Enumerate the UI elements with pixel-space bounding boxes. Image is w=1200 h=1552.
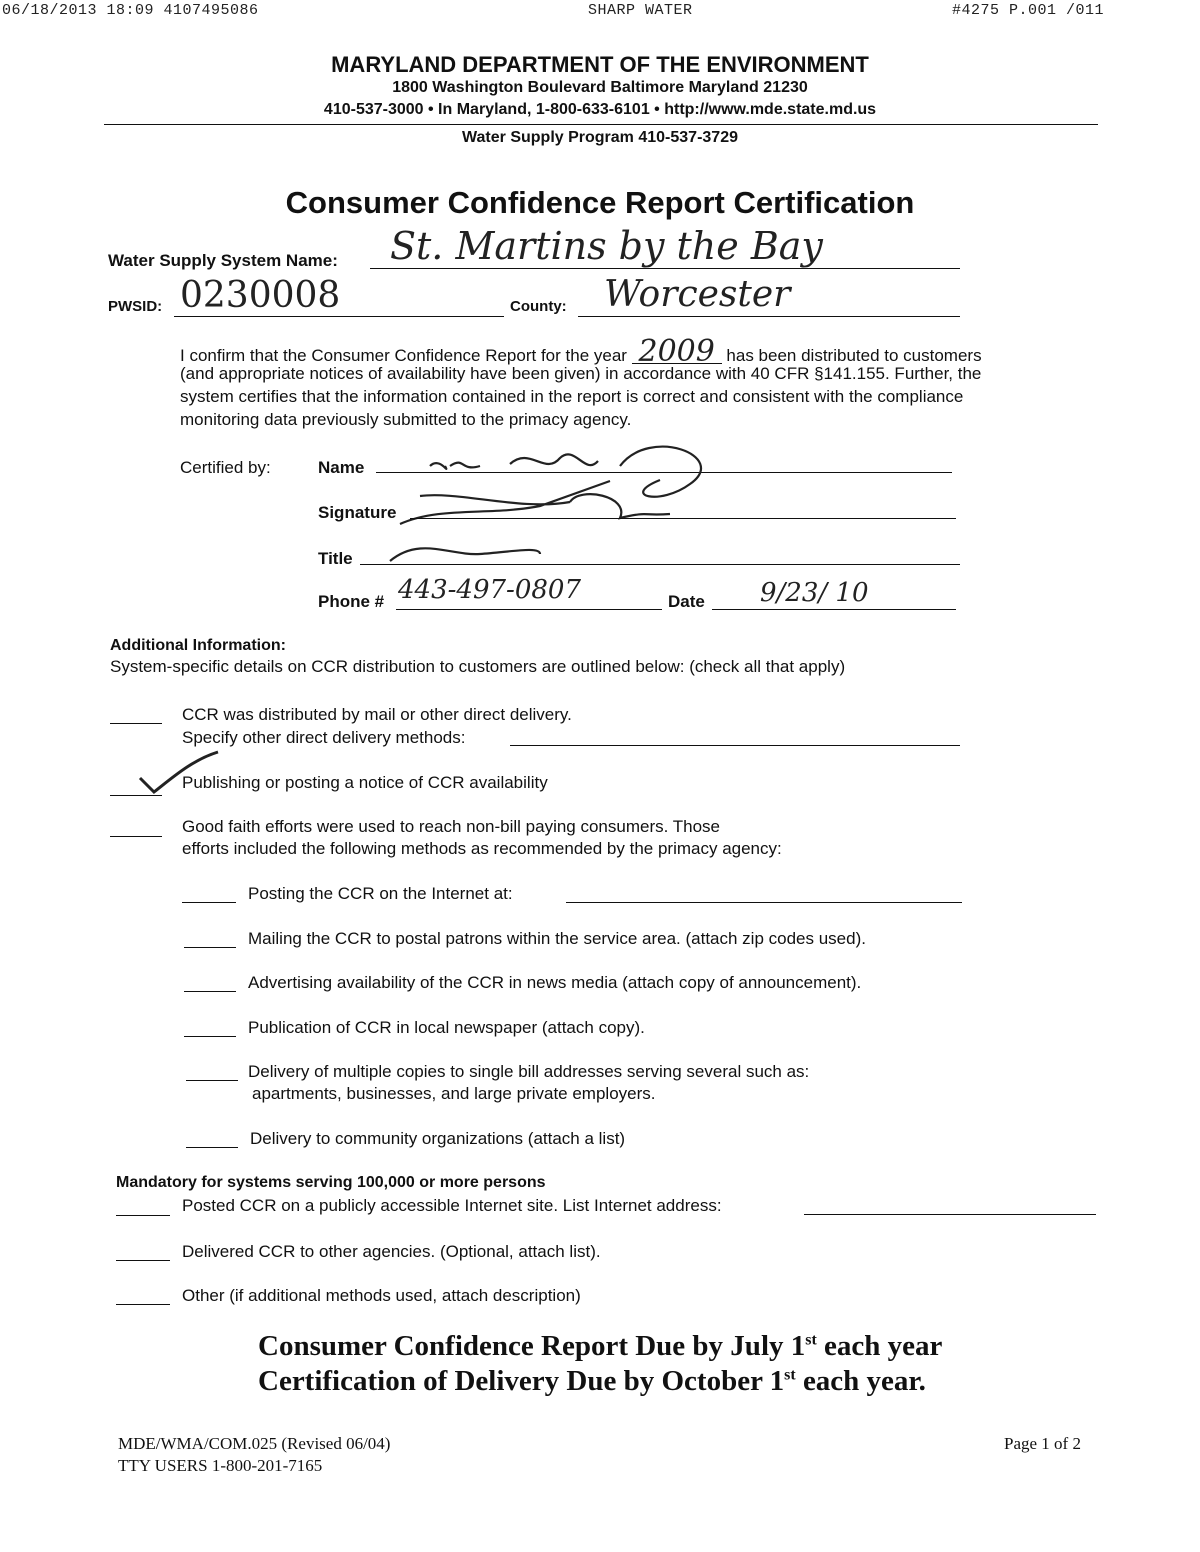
system-name-value[interactable]: St. Martins by the Bay [390,224,823,268]
sub-option-community: Delivery to community organizations (attach a list) [250,1129,626,1148]
report-year[interactable]: 2009 [632,341,722,364]
option-good-faith-2: efforts included the following methods as recommended by the primacy agency: [182,839,782,858]
mandatory-posted: Posted CCR on a publicly accessible Internet site. List Internet address: [182,1196,722,1215]
footer-page-number: Page 1 of 2 [1004,1434,1081,1453]
checkbox-posted[interactable] [116,1215,170,1216]
due-line-2-b: each year. [795,1365,926,1397]
sub-option-multiple-cont: apartments, businesses, and large private employers. [252,1084,656,1103]
phone-label: Phone # [318,592,385,611]
checkbox-sub-multiple[interactable] [186,1080,238,1081]
program-line: Water Supply Program 410-537-3729 [462,129,738,146]
due-line-1 [258,1330,942,1363]
county-label: County: [510,298,567,315]
checkbox-sub-mailing[interactable] [184,947,236,948]
county-line [578,316,960,317]
agency-contact: 410-537-3000 • In Maryland, 1-800-633-6101 • http://www.mde.state.md.us [323,101,877,118]
due-line-1-b: each year [816,1330,943,1362]
confirm-line-3: system certifies that the information contained in the report is correct and consistent with the compliance [180,387,964,406]
confirm-line-2: (and appropriate notices of availability have been given) in accordance with 40 CFR §141.155. Further, the [180,364,982,383]
system-name-line [370,268,960,269]
name-label: Name [318,458,365,477]
mandatory-heading: Mandatory for systems serving 100,000 or more persons [116,1174,546,1191]
checkbox-mail[interactable] [110,723,162,724]
option-mail-specify: Specify other direct delivery methods: [182,728,466,747]
agency-name: MARYLAND DEPARTMENT OF THE ENVIRONMENT [331,52,869,77]
posted-address-line[interactable] [804,1214,1096,1215]
confirm-text-1: I confirm that the Consumer Confidence Report for the year [180,346,627,365]
sub-option-advertising: Advertising availability of the CCR in news media (attach copy of announcement). [248,973,862,992]
option-mail-text: CCR was distributed by mail or other direct delivery. [182,705,572,724]
sub-option-mailing: Mailing the CCR to postal patrons within the service area. (attach zip codes used). [248,929,866,948]
agency-address: 1800 Washington Boulevard Baltimore Maryland 21230 [392,79,808,96]
checkbox-sub-internet[interactable] [182,902,236,903]
phone-value[interactable]: 443-497-0807 [398,575,581,605]
checkbox-sub-publication[interactable] [184,1036,236,1037]
fax-header-middle: SHARP WATER [588,2,693,19]
date-label: Date [668,592,705,611]
signature-line [410,518,956,519]
specify-methods-line[interactable] [510,745,960,746]
checkbox-good-faith[interactable] [110,836,162,837]
date-value[interactable]: 9/23/ 10 [760,578,869,608]
internet-address-line[interactable] [566,902,962,903]
due-line-1-a: Consumer Confidence Report Due by July 1 [258,1330,806,1362]
fax-header-left: 06/18/2013 18:09 4107495086 [2,2,259,19]
footer-tty: TTY USERS 1-800-201-7165 [118,1456,323,1475]
due-line-2-sup: st [784,1366,796,1384]
additional-subheading: System-specific details on CCR distribution to customers are outlined below: (check all that apply) [110,657,846,676]
title-label: Title [318,549,353,568]
system-name-label: Water Supply System Name: [108,251,338,270]
pwsid-line [174,316,504,317]
mandatory-delivered: Delivered CCR to other agencies. (Optional, attach list). [182,1242,601,1261]
confirm-line-1 [180,334,982,369]
footer-form-number: MDE/WMA/COM.025 (Revised 06/04) [118,1434,391,1453]
sub-option-internet: Posting the CCR on the Internet at: [248,884,513,903]
checkbox-delivered[interactable] [116,1260,170,1261]
mandatory-other: Other (if additional methods used, attach description) [182,1286,581,1305]
due-line-2 [258,1365,926,1398]
signature-scribble [370,436,790,576]
option-publishing-text: Publishing or posting a notice of CCR availability [182,773,548,792]
date-line [712,609,956,610]
additional-heading: Additional Information: [110,637,286,654]
confirm-line-4: monitoring data previously submitted to the primacy agency. [180,410,632,429]
due-line-1-sup: st [805,1331,817,1349]
sub-option-multiple: Delivery of multiple copies to single bill addresses serving several such as: [248,1062,810,1081]
header-rule [104,124,1098,125]
confirm-text-2: has been distributed to customers [726,346,982,365]
checkbox-sub-community[interactable] [186,1147,238,1148]
pwsid-value[interactable]: 0230008 [180,275,341,316]
phone-line [396,609,662,610]
checkbox-sub-advertising[interactable] [184,991,236,992]
page-title: Consumer Confidence Report Certification [285,185,915,220]
certified-by-label: Certified by: [180,458,271,477]
pwsid-label: PWSID: [108,298,163,315]
fax-header-right: #4275 P.001 /011 [952,2,1105,19]
checkbox-other[interactable] [116,1304,170,1305]
title-line [360,564,960,565]
option-good-faith-1: Good faith efforts were used to reach non-bill paying consumers. Those [182,817,721,836]
signature-label: Signature [318,503,397,522]
sub-option-publication: Publication of CCR in local newspaper (attach copy). [248,1018,645,1037]
county-value[interactable]: Worcester [604,274,791,315]
due-line-2-a: Certification of Delivery Due by October 1 [258,1365,785,1397]
